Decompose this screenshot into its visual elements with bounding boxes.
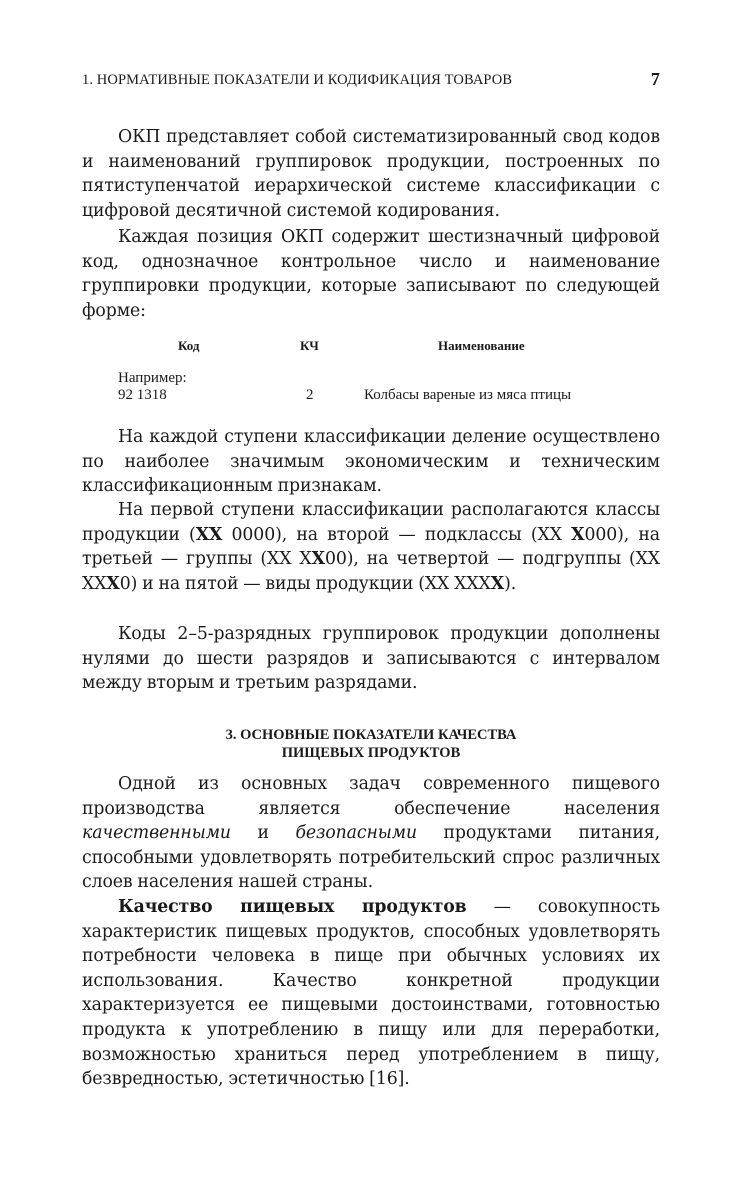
emphasis-quality: качественными	[82, 823, 231, 844]
example-label: Например:	[118, 370, 187, 386]
paragraph-code-padding: Коды 2–5-разрядных группировок продукции дополнены нулями до шести разрядов и записываются с интервалом между вторым и третьим разрядами.	[82, 624, 660, 694]
running-title: 1. НОРМАТИВНЫЕ ПОКАЗАТЕЛИ И КОДИФИКАЦИЯ ТОВАРОВ	[82, 72, 513, 88]
page-number: 7	[650, 69, 660, 89]
example-kch: 2	[306, 387, 314, 403]
food-quality-body: — совокупность характеристик пищевых продуктов, способных удовлетворять потребности человека в пище при обычных условиях их использования. Качество конкретной продукции характеризуется ее пищевыми достоинствами, готовностью продукта к употреблению в пищу или для переработки, возможностью храниться перед употреблением в пищу, безвредностью, эстетичностью [16].	[82, 897, 660, 1090]
levels-text-3: 000), на третьей — группы (XX X	[82, 524, 660, 570]
section-title-line-2: ПИЩЕВЫХ ПРОДУКТОВ	[281, 745, 461, 761]
paragraph-okp-position: Каждая позиция ОКП содержит шестизначный цифровой код, однозначное контрольное число и наименование группировки продукции, которые записывают по следующей форме:	[82, 227, 660, 321]
emphasis-safety: безопасными	[295, 823, 417, 844]
section-title-line-1: 3. ОСНОВНЫЕ ПОКАЗАТЕЛИ КАЧЕСТВА	[225, 727, 517, 743]
levels-bold-2: X	[571, 524, 585, 545]
paragraph-food-production-task: Одной из основных задач современного пищевого производства является обеспечение населения качественными и безопасными продуктами питания, способными удовлетворять потребительский спрос различных слоев населения нашей страны.	[82, 774, 660, 893]
levels-text-4: 00), на четвертой — подгруппы (XX XX	[82, 549, 661, 594]
paragraph-food-quality-definition	[82, 895, 660, 1092]
levels-text-1: На первой ступени классификации располагаются классы продукции (	[82, 500, 660, 545]
levels-text-2: 0000), на второй — подклассы (XX	[222, 524, 572, 545]
paragraph-classification-levels	[82, 498, 660, 596]
column-header-kch: КЧ	[300, 338, 319, 353]
column-header-code: Код	[178, 338, 200, 353]
levels-text-5: 0) и на пятой — виды продукции (XX XXX	[119, 573, 491, 594]
example-code: 92 1318	[118, 387, 167, 403]
term-food-quality: Качество пищевых продуктов	[118, 897, 467, 917]
levels-bold-5: X	[490, 573, 505, 594]
example-name: Колбасы вареные из мяса птицы	[364, 387, 572, 403]
paragraph-okp-definition: ОКП представляет собой систематизированный свод кодов и наименований группировок продукции, построенных по пятиступенчатой иерархической системе классификации с цифровой десятичной системой кодирования.	[82, 127, 660, 221]
section-heading	[82, 726, 660, 762]
levels-bold-1: XX	[195, 524, 223, 545]
levels-text-6: ).	[504, 573, 517, 594]
levels-bold-4: X	[106, 573, 120, 594]
column-header-name: Наименование	[438, 338, 525, 353]
levels-bold-3: X	[311, 549, 325, 570]
paragraph-classification-division: На каждой ступени классификации деление осуществлено по наиболее значимым экономическим и техническим классификационным признакам.	[82, 427, 660, 497]
